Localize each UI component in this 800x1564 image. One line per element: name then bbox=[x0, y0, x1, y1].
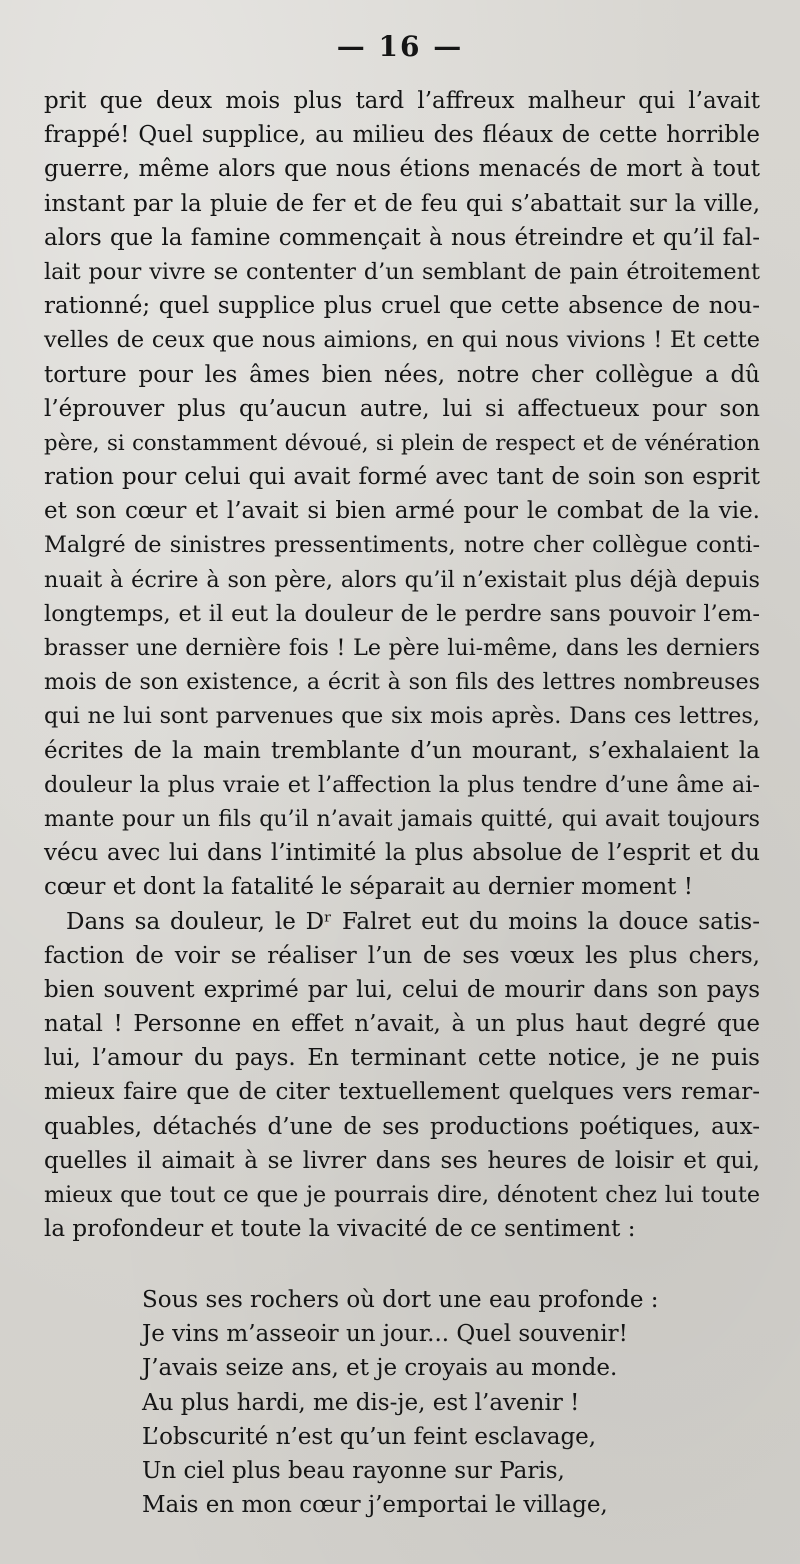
text-line: velles de ceux que nous aimions, en qui nous vivions ! Et cette bbox=[44, 327, 760, 354]
text-line: lait pour vivre se contenter d’un semblant de pain étroitement bbox=[44, 258, 760, 285]
text-line: quables, détachés d’une de ses productions poétiques, aux- bbox=[44, 1113, 760, 1140]
verse-line: Un ciel plus beau rayonne sur Paris, bbox=[142, 1457, 565, 1484]
verse-quotation bbox=[142, 1283, 662, 1522]
text-line: vécu avec lui dans l’intimité la plus absolue de l’esprit et du bbox=[44, 840, 760, 867]
text-line: mieux faire que de citer textuellement quelques vers remar- bbox=[44, 1079, 760, 1106]
text-line: douleur la plus vraie et l’affection la plus tendre d’une âme ai- bbox=[44, 771, 760, 798]
text-line: cœur et dont la fatalité le séparait au dernier moment ! bbox=[44, 874, 693, 901]
text-line: alors que la famine commençait à nous étreindre et qu’il fal- bbox=[44, 224, 760, 251]
verse-line: L’obscurité n’est qu’un feint esclavage, bbox=[142, 1423, 597, 1450]
text-line: ration pour celui qui avait formé avec tant de soin son esprit bbox=[44, 464, 760, 491]
text-line: et son cœur et l’avait si bien armé pour le combat de la vie. bbox=[44, 498, 760, 525]
text-line: rationné; quel supplice plus cruel que cette absence de nou- bbox=[44, 293, 760, 320]
verse-line: Au plus hardi, me dis-je, est l’avenir ! bbox=[142, 1389, 580, 1416]
text-line: bien souvent exprimé par lui, celui de mourir dans son pays bbox=[44, 976, 760, 1003]
paragraph-2 bbox=[44, 905, 760, 1247]
text-line: lui, l’amour du pays. En terminant cette notice, je ne puis bbox=[44, 1045, 760, 1072]
text-line: l’éprouver plus qu’aucun autre, lui si affectueux pour son bbox=[44, 395, 760, 422]
text-line: mois de son existence, a écrit à son fils des lettres nombreuses bbox=[44, 669, 760, 696]
page-number: — 16 — bbox=[336, 30, 464, 63]
text-line: natal ! Personne en effet n’avait, à un plus haut degré que bbox=[44, 1011, 760, 1038]
text-line: la profondeur et toute la vivacité de ce sentiment : bbox=[44, 1216, 636, 1243]
text-line: Dans sa douleur, le Dʳ Falret eut du moins la douce satis- bbox=[66, 908, 760, 935]
text-line: brasser une dernière fois ! Le père lui-même, dans les derniers bbox=[44, 635, 760, 661]
text-line: écrites de la main tremblante d’un mourant, s’exhalaient la bbox=[44, 737, 760, 764]
text-line: guerre, même alors que nous étions menacés de mort à tout bbox=[44, 156, 760, 183]
verse-line: Sous ses rochers où dort une eau profonde : bbox=[142, 1287, 659, 1313]
text-line: nuait à écrire à son père, alors qu’il n’existait plus déjà depuis bbox=[44, 566, 760, 593]
text-line: qui ne lui sont parvenues que six mois après. Dans ces lettres, bbox=[44, 703, 760, 730]
text-line: père, si constamment dévoué, si plein de respect et de vénération bbox=[44, 429, 760, 455]
verse-line: J’avais seize ans, et je croyais au monde. bbox=[142, 1355, 618, 1382]
paragraph-1 bbox=[44, 84, 760, 905]
text-line: faction de voir se réaliser l’un de ses vœux les plus chers, bbox=[44, 942, 760, 969]
verse-line: Mais en mon cœur j’emportai le village, bbox=[142, 1492, 608, 1519]
body-text bbox=[44, 84, 760, 1246]
text-line: mieux que tout ce que je pourrais dire, dénotent chez lui toute bbox=[44, 1182, 760, 1208]
text-line: torture pour les âmes bien nées, notre cher collègue a dû bbox=[44, 361, 760, 388]
text-line: quelles il aimait à se livrer dans ses heures de loisir et qui, bbox=[44, 1147, 760, 1174]
text-line: longtemps, et il eut la douleur de le perdre sans pouvoir l’em- bbox=[44, 600, 760, 627]
text-line: frappé! Quel supplice, au milieu des fléaux de cette horrible bbox=[44, 122, 760, 149]
text-line: Malgré de sinistres pressentiments, notre cher collègue conti- bbox=[44, 532, 760, 559]
text-line: prit que deux mois plus tard l’affreux malheur qui l’avait bbox=[44, 88, 760, 114]
verse-line: Je vins m’asseoir un jour... Quel souvenir! bbox=[142, 1321, 628, 1348]
text-line: mante pour un fils qu’il n’avait jamais quitté, qui avait toujours bbox=[44, 805, 760, 832]
text-line: instant par la pluie de fer et de feu qui s’abattait sur la ville, bbox=[44, 190, 760, 217]
